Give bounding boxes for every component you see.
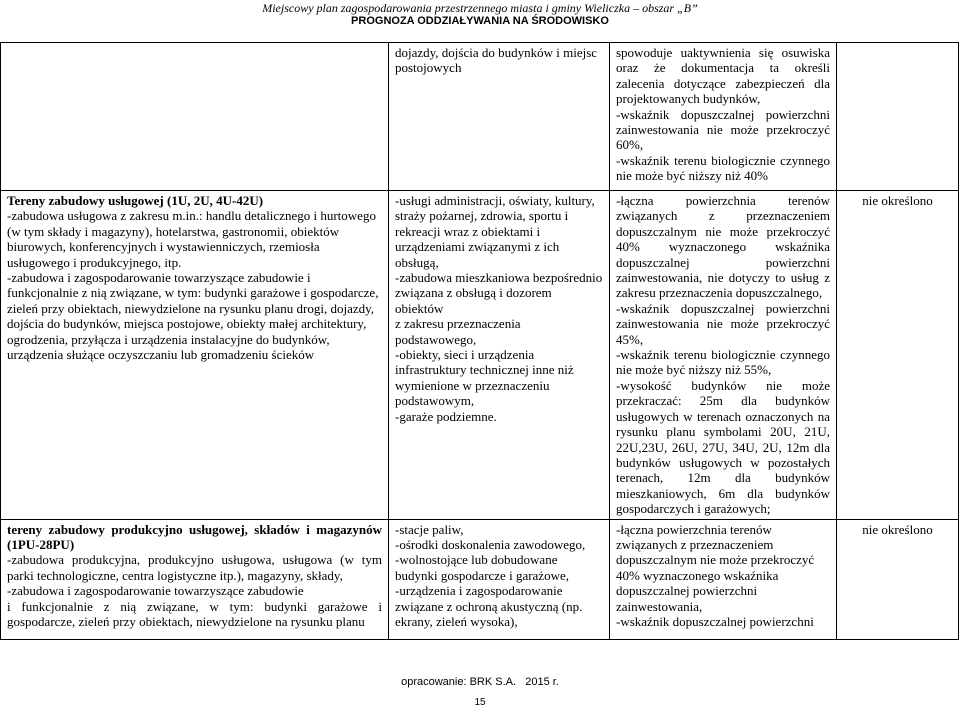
cell-remarks	[837, 519, 959, 639]
table-row	[1, 191, 959, 520]
cell-permitted-use	[389, 519, 610, 639]
document-title: Miejscowy plan zagospodarowania przestrzennego miasta i gminy Wieliczka – obszar „B”	[262, 1, 698, 15]
area-title: tereny zabudowy produkcyjno usługowej, składów i magazynów (1PU-28PU)	[7, 521, 382, 552]
cell-remarks	[837, 191, 959, 520]
cell-conditions	[610, 519, 837, 639]
cell-text: -stacje paliw, -ośrodki doskonalenia zawodowego, -wolnostojące lub dobudowane budynki gospodarcze i garażowe, -urządzenia i zagospodarowanie związane z ochroną akustyczną (np. ekrany, zieleń wysoka),	[395, 521, 586, 629]
cell-area-description	[1, 519, 389, 639]
cell-area-description	[1, 43, 389, 191]
cell-remarks	[837, 43, 959, 191]
zoning-table	[0, 42, 959, 640]
footer-author: opracowanie: BRK S.A. 2015 r.	[401, 676, 559, 688]
cell-text: nie określono	[862, 521, 933, 537]
cell-area-description	[1, 191, 389, 520]
table-row	[1, 519, 959, 639]
page-number: 15	[474, 697, 486, 708]
cell-text: spowoduje uaktywnienia się osuwiska oraz że dokumentacja ta określi zalecenia dotyczące zabezpieczeń dla projektowanych budynków, -wskaźnik dopuszczalnej powierzchni zainwestowania nie może przekroczyć 60%, -wskaźnik terenu biologicznie czynnego nie może być niższy niż 40%	[616, 45, 830, 184]
cell-permitted-use	[389, 43, 610, 191]
cell-text: -łączna powierzchnia terenów związanych z przeznaczeniem dopuszczalnym nie może przekroczyć 40% wyznaczonego wskaźnika dopuszczalnej powierzchni zainwestowania, nie dotyczy to usług z zakresu przeznaczenia dopuszczalnego, -wskaźnik dopuszczalnej powierzchni zainwestowania nie może przekroczyć 45%, -wskaźnik terenu biologicznie czynnego nie może być niższy niż 55%, -wysokość budynków nie może przekraczać: 25m dla budynków usługowych w terenach oznaczonych na rysunku planu symbolami 20U, 21U, 22U,23U, 26U, 27U, 34U, 2U, 12m dla budynków usługowych w pozostałych terenach, 12m dla budynków mieszkaniowych, 6m dla budynków gospodarczych i garażowych;	[616, 193, 830, 517]
cell-text: -łączna powierzchnia terenów związanych z przeznaczeniem dopuszczalnym nie może przekroczyć 40% wyznaczonego wskaźnika dopuszczalnej powierzchni zainwestowania, -wskaźnik dopuszczalnej powierzchni	[616, 521, 815, 629]
cell-text: nie określono	[862, 193, 933, 208]
cell-conditions	[610, 43, 837, 191]
cell-conditions	[610, 191, 837, 520]
page-header	[0, 0, 960, 28]
document-subtitle: PROGNOZA ODDZIAŁYWANIA NA ŚRODOWISKO	[351, 15, 609, 27]
area-description: -zabudowa usługowa z zakresu m.in.: handlu detalicznego i hurtowego (w tym składy i magazyny), hotelarstwa, gastronomii, obiektów biurowych, konferencyjnych i wystawienniczych, rzemiosła usługowego i produkcyjnego, itp. -zabudowa i zagospodarowanie towarzyszące zabudowie i funkcjonalnie z nią związane, w tym: budynki garażowe i gospodarcze, zieleń przy obiektach, niewydzielone na rysunku planu drogi, dojazdy, dojścia do budynków, miejsca postojowe, obiekty małej architektury, ogrodzenia, przyłącza i urządzenia instalacyjne do budynków, urządzenia służące oczyszczaniu lub gromadzeniu ścieków	[7, 208, 379, 363]
table-row	[1, 43, 959, 191]
cell-text: -usługi administracji, oświaty, kultury, straży pożarnej, zdrowia, sportu i rekreacji wraz z obiektami i urządzeniami związanymi z ich obsługą, -zabudowa mieszkaniowa bezpośrednio związana z obsługą i dozorem obiektów z zakresu przeznaczenia podstawowego, -obiekty, sieci i urządzenia infrastruktury technicznej inne niż wymienione w przeznaczeniu podstawowym, -garaże podziemne.	[395, 193, 603, 424]
area-description: -zabudowa produkcyjna, produkcyjno usługowa, usługowa (w tym parki technologiczne, centra logistyczne itp.), magazyny, składy, -zabudowa i zagospodarowanie towarzyszące zabudowie i funkcjonalnie z nią związane, w tym: budynki garażowe i gospodarcze, zieleń przy obiektach, niewydzielone na rysunku planu	[7, 552, 382, 629]
cell-text: dojazdy, dojścia do budynków i miejsc postojowych	[395, 45, 598, 76]
cell-permitted-use	[389, 191, 610, 520]
area-title: Tereny zabudowy usługowej (1U, 2U, 4U-42U)	[7, 193, 264, 208]
